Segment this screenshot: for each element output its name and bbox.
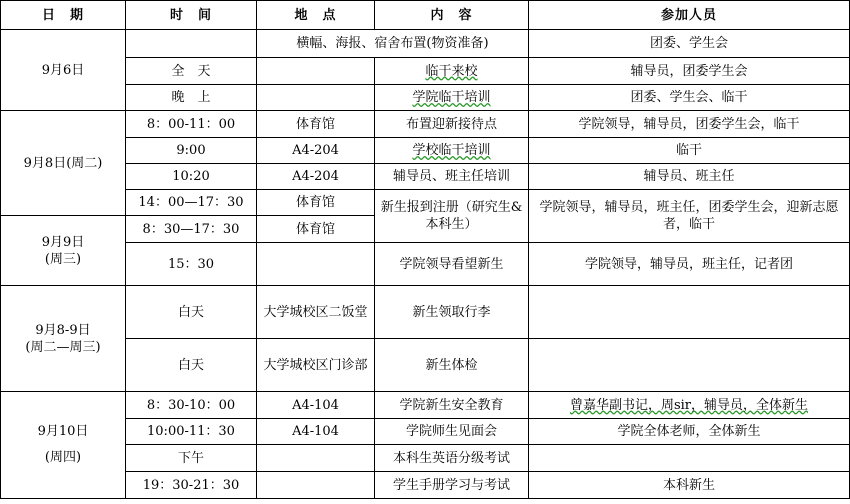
people-cell: 本科新生 [529, 472, 850, 499]
table-row [1, 190, 850, 216]
table-row [1, 286, 850, 339]
time-cell: 白天 [126, 339, 257, 392]
time-cell: 8：00-11：00 [126, 111, 257, 138]
people-cell: 辅导员，团委学生会 [529, 58, 850, 85]
header-content: 内 容 [375, 1, 529, 30]
people-cell [529, 392, 850, 419]
date-cell: 9月10日 (周四) [1, 392, 126, 499]
header-row [1, 1, 850, 30]
table-row [1, 445, 850, 472]
time-cell: 8：30—17：30 [126, 216, 257, 243]
place-cell [257, 472, 375, 499]
place-cell [257, 445, 375, 472]
content-text: 学院临干培训 [412, 90, 491, 105]
place-cell: 体育馆 [257, 216, 375, 243]
time-cell: 19：30-21：30 [126, 472, 257, 499]
table-row [1, 58, 850, 85]
content-text: 学校临干培训 [412, 143, 491, 158]
people-cell [529, 339, 850, 392]
time-cell: 8：30-10：00 [126, 392, 257, 419]
content-cell [375, 58, 529, 85]
table-row [1, 111, 850, 138]
table-row [1, 243, 850, 286]
content-cell: 学院领导看望新生 [375, 243, 529, 286]
table-row [1, 85, 850, 111]
content-cell: 新生报到注册（研究生&本科生） [375, 190, 529, 243]
date-cell: 9月8-9日 (周二—周三) [1, 286, 126, 392]
header-place: 地 点 [257, 1, 375, 30]
table-row [1, 30, 850, 58]
time-cell [126, 30, 257, 58]
table-row [1, 339, 850, 392]
people-cell: 团委、学生会、临干 [529, 85, 850, 111]
content-cell: 辅导员、班主任培训 [375, 164, 529, 190]
time-cell: 9:00 [126, 138, 257, 164]
time-cell: 14：00—17：30 [126, 190, 257, 216]
content-cell: 本科生英语分级考试 [375, 445, 529, 472]
date-cell: 9月9日 (周三) [1, 216, 126, 286]
table-row [1, 392, 850, 419]
time-cell: 10:20 [126, 164, 257, 190]
content-cell: 新生体检 [375, 339, 529, 392]
content-cell: 布置迎新接待点 [375, 111, 529, 138]
place-cell: 大学城校区二饭堂 [257, 286, 375, 339]
content-cell [375, 138, 529, 164]
content-cell: 学院师生见面会 [375, 419, 529, 445]
table-row [1, 472, 850, 499]
people-cell: 学院领导，辅导员，班主任，团委学生会，迎新志愿者，临干 [529, 190, 850, 243]
people-cell: 团委、学生会 [529, 30, 850, 58]
time-cell: 15：30 [126, 243, 257, 286]
people-cell [529, 445, 850, 472]
table-row [1, 419, 850, 445]
people-cell: 学院领导，辅导员，班主任，记者团 [529, 243, 850, 286]
time-cell: 晚 上 [126, 85, 257, 111]
time-cell: 全 天 [126, 58, 257, 85]
date-cell: 9月8日(周二) [1, 111, 126, 216]
place-cell: 体育馆 [257, 111, 375, 138]
place-cell: A4-104 [257, 419, 375, 445]
people-text: 曾嘉华副书记，周sir，辅导员，全体新生 [569, 397, 809, 413]
time-cell: 白天 [126, 286, 257, 339]
time-cell: 10:00-11：30 [126, 419, 257, 445]
content-cell: 学生手册学习与考试 [375, 472, 529, 499]
content-text: 临干来校 [425, 63, 478, 79]
people-cell: 临干 [529, 138, 850, 164]
content-cell: 学院新生安全教育 [375, 392, 529, 419]
place-cell: 大学城校区门诊部 [257, 339, 375, 392]
people-cell: 学院领导，辅导员，团委学生会，临干 [529, 111, 850, 138]
place-cell [257, 243, 375, 286]
place-cell: 体育馆 [257, 190, 375, 216]
header-people: 参加人员 [529, 1, 850, 30]
content-cell: 新生领取行李 [375, 286, 529, 339]
time-cell: 下午 [126, 445, 257, 472]
header-time: 时 间 [126, 1, 257, 30]
people-cell: 辅导员、班主任 [529, 164, 850, 190]
date-cell: 9月6日 [1, 30, 126, 111]
place-cell [257, 85, 375, 111]
place-cell [257, 58, 375, 85]
place-cell: A4-104 [257, 392, 375, 419]
table-row [1, 164, 850, 190]
people-cell [529, 286, 850, 339]
table-row [1, 138, 850, 164]
people-cell: 学院全体老师，全体新生 [529, 419, 850, 445]
content-cell [375, 85, 529, 111]
header-date: 日 期 [1, 1, 126, 30]
place-cell: 横幅、海报、宿舍布置(物资准备) [257, 30, 529, 58]
place-cell: A4-204 [257, 138, 375, 164]
place-cell: A4-204 [257, 164, 375, 190]
